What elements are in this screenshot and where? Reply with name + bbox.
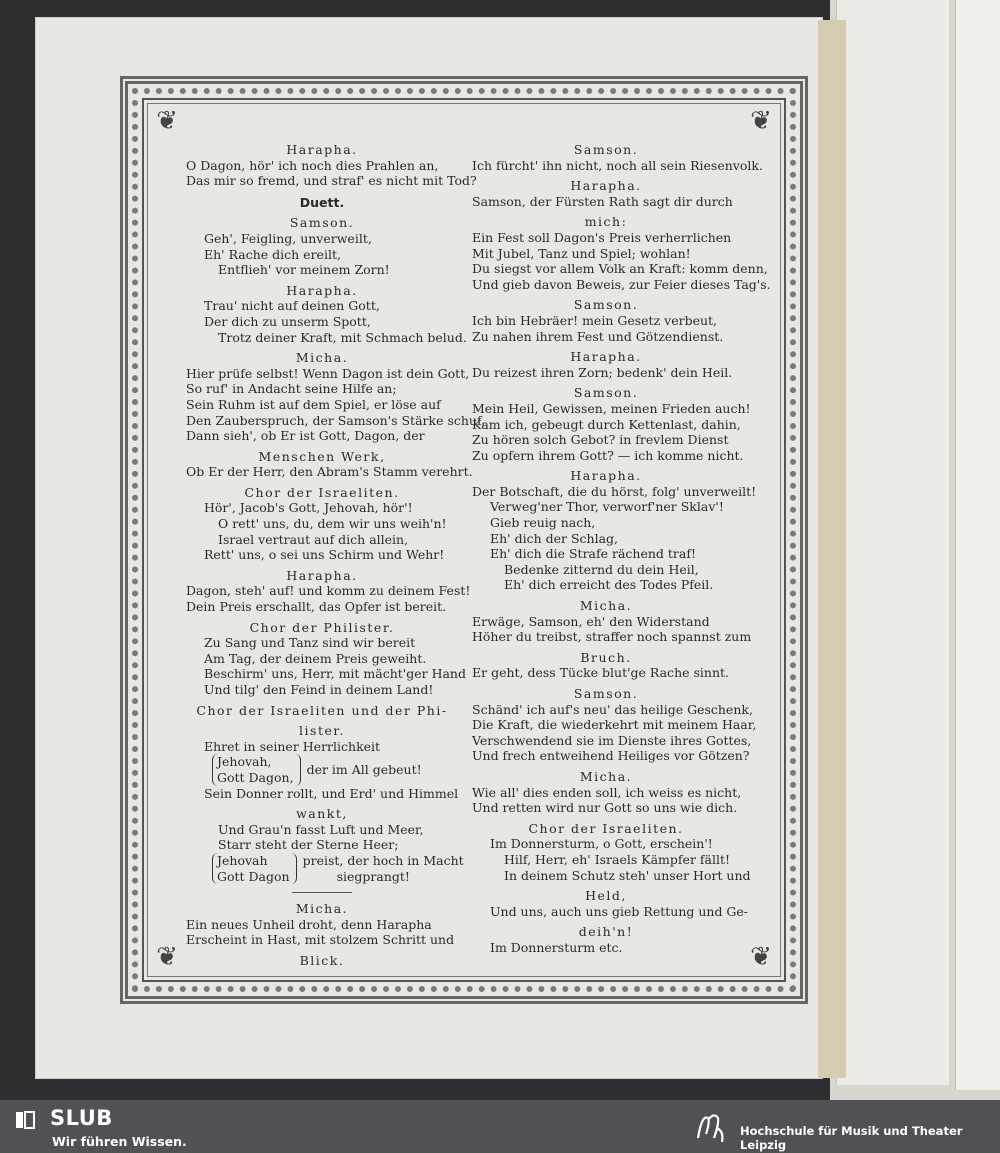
verse-line: Mit Jubel, Tanz und Spiel; wohlan! [472,245,691,261]
verse-line: Erscheint in Hast, mit stolzem Schritt und [186,932,455,948]
right-column [472,142,771,956]
verse-line: Zu nahen ihrem Fest und Götzendienst. [472,328,724,344]
speaker-heading: Samson. [289,215,355,231]
verse-line: Das mir so fremd, und straf' es nicht mit Tod? [186,173,477,189]
slub-book-icon[interactable] [14,1109,36,1131]
partner-name[interactable]: Hochschule für Musik und Theater Leipzig [740,1124,963,1152]
speaker-heading: Harapha. [286,142,358,157]
verse-line: Und uns, auch uns gieb Rettung und Ge- [490,903,749,919]
verse-line: Ich fürcht' ihn nicht, noch all sein Riesenvolk. [472,157,763,173]
verse-line: Bedenke zitternd du dein Heil, [504,561,699,577]
verse-line: So ruf' in Andacht seine Hilfe an; [186,381,397,397]
next-page-edge [836,0,949,1085]
verse-line: Du siegst vor allem Volk an Kraft: komm denn, [472,261,768,277]
verse-line: Beschirm' uns, Herr, mit mächt'ger Hand [204,666,466,682]
bracket-text: der im All gebeut! [306,762,422,778]
verse-line: Im Donnersturm etc. [490,939,623,955]
verse-line: Zu hören solch Gebot? in frevlem Dienst [472,432,729,448]
verse-line: Rett' uns, o sei uns Schirm und Wehr! [204,547,445,563]
speaker-heading: Samson. [573,297,639,313]
verse-line: Samson, der Fürsten Rath sagt dir durch [472,193,733,209]
verse-line: Trau' nicht auf deinen Gott, [204,298,380,314]
speaker-heading: Micha. [579,768,633,784]
speaker-heading: Harapha. [286,567,358,583]
speaker-heading: Chor der Israeliten. [244,484,400,500]
verse-line: Ein neues Unheil droht, denn Harapha [186,916,432,932]
verse-line: Er geht, dess Tücke blut'ge Rache sinnt. [472,665,729,681]
verse-line: Höher du treibst, straffer noch spannst zum [472,629,752,645]
verse-line: Dann sieh', ob Er ist Gott, Dagon, der [186,428,425,444]
speaker-heading: Micha. [295,901,349,917]
verse-line: Und frech entweihend Heiliges vor Götzen? [472,748,750,764]
verse-line: Den Zauberspruch, der Samson's Stärke schuf. [186,412,486,428]
verse-line: Und gieb davon Beweis, zur Feier dieses Tag's. [472,276,771,292]
verse-line: Hör', Jacob's Gott, Jehovah, hör'! [204,500,413,516]
verse-line: Und tilg' den Feind in deinem Land! [204,682,434,697]
section-heading: Duett. [299,194,345,210]
bracket-text: preist, der hoch in Macht [302,852,464,868]
speaker-heading: Samson. [573,142,639,157]
verse-line: Die Kraft, die wiederkehrt mit meinem Haar, [472,717,757,733]
verse-line: Geh', Feigling, unverweilt, [204,230,372,246]
verse-line: Und retten wird nur Gott so uns wie dich. [472,800,738,816]
bracket-name: Jehovah, [217,754,272,770]
speaker-heading: wankt, [296,806,348,822]
speaker-heading: Bruch. [580,649,632,665]
verse-line: Zu opfern ihrem Gott? — ich komme nicht. [472,447,744,463]
speaker-heading: Samson. [573,686,639,701]
speaker-heading: Samson. [573,385,639,401]
speaker-heading: Micha. [579,598,633,614]
verse-line: Sein Ruhm ist auf dem Spiel, er löse auf [186,396,441,412]
verse-line: Starr steht der Sterne Heer; [218,837,399,853]
verse-line: Wie all' dies enden soll, ich weiss es nicht, [472,784,742,800]
verse-line: Ob Er der Herr, den Abram's Stamm verehrt. [186,464,473,480]
verse-line: Dagon, steh' auf! und komm zu deinem Fest! [186,583,471,599]
verse-line: Du reizest ihren Zorn; bedenk' dein Heil. [472,364,733,380]
bracket-name: Jehovah [217,852,268,868]
verse-line: Hier prüfe selbst! Wenn Dagon ist dein Gott, [186,365,470,381]
corner-ornament-icon: ❦ [156,106,178,136]
speaker-heading: Harapha. [570,349,642,365]
verse-line: O Dagon, hör' ich noch dies Prahlen an, [186,157,439,173]
verse-line: Entflieh' vor meinem Zorn! [218,262,390,278]
verse-line: Eh' dich der Schlag, [490,530,618,546]
verse-line: Kam ich, gebeugt durch Kettenlast, dahin, [472,416,741,432]
next-page-edge-2 [955,0,1000,1090]
footer-bar [0,1100,1000,1153]
verse-line: Eh' Rache dich ereilt, [204,246,341,262]
verse-line: Hilf, Herr, eh' Israels Kämpfer fällt! [504,851,731,867]
speaker-heading: Harapha. [286,282,358,298]
verse-line: Eh' dich die Strafe rächend traf! [490,546,696,562]
verse-line: Der dich zu unserm Spott, [204,313,371,329]
bracket-name: Gott Dagon, [217,769,294,785]
verse-line: Am Tag, der deinem Preis geweiht. [204,650,427,666]
speaker-heading: Micha. [295,350,349,366]
verse-line: Sein Donner rollt, und Erd' und Himmel [204,785,459,801]
verse-line: Zu Sang und Tanz sind wir bereit [204,635,416,651]
verse-line: Dein Preis erschallt, das Opfer ist bereit. [186,599,447,615]
verse-line: Im Donnersturm, o Gott, erschein'! [490,836,713,852]
bracket-name: Gott Dagon [217,868,290,884]
verse-line: Schänd' ich auf's neu' das heilige Geschenk, [472,701,753,717]
corner-ornament-icon: ❦ [750,942,772,972]
slub-tagline: Wir führen Wissen. [52,1134,187,1149]
bracket-jehovah-dagon-2 [186,852,464,884]
verse-line: Ein Fest soll Dagon's Preis verherrlichen [472,229,732,245]
speaker-heading: Chor der Israeliten. [528,820,684,836]
section-divider [292,892,352,893]
speaker-heading: mich: [584,214,628,230]
verse-line: Verweg'ner Thor, verworf'ner Sklav'! [490,499,724,515]
speaker-heading: deih'n! [578,924,634,940]
verse-line: Ehret in seiner Herrlichkeit [204,738,381,754]
speaker-heading: Blick. [299,952,345,968]
hmt-logo-icon[interactable] [692,1108,730,1146]
bracket-text: siegprangt! [336,868,410,884]
verse-line: Gieb reuig nach, [490,515,596,531]
corner-ornament-icon: ❦ [750,106,772,136]
speaker-heading: Held, [585,888,627,904]
speaker-heading: Harapha. [570,178,642,194]
bracket-jehovah-dagon-1 [186,754,458,785]
speaker-heading: Chor der Israeliten und der Phi- [196,702,448,718]
verse-line: Und Grau'n fasst Luft und Meer, [218,821,424,837]
slub-brand[interactable]: SLUB [50,1106,113,1130]
speaker-heading: Harapha. [570,468,642,484]
page-edge [818,20,846,1078]
verse-line: Mein Heil, Gewissen, meinen Frieden auch! [472,400,751,416]
verse-line: Israel vertraut auf dich allein, [218,531,409,547]
verse-line: Der Botschaft, die du hörst, folg' unverweilt! [472,483,757,499]
verse-line: O rett' uns, du, dem wir uns weih'n! [218,516,447,532]
corner-ornament-icon: ❦ [156,942,178,972]
speaker-heading: Menschen Werk, [258,448,386,464]
verse-line: Trotz deiner Kraft, mit Schmach belud. [218,329,467,345]
verse-line: Erwäge, Samson, eh' den Widerstand [472,613,710,629]
verse-line: In deinem Schutz steh' unser Hort und [504,867,751,883]
verse-line: Verschwendend sie im Dienste ihres Gottes, [472,732,752,748]
speaker-heading: lister. [299,723,345,739]
left-column [186,142,486,969]
speaker-heading: Chor der Philister. [249,619,395,635]
verse-line: Eh' dich erreicht des Todes Pfeil. [504,577,714,593]
verse-line: Ich bin Hebräer! mein Gesetz verbeut, [472,312,718,328]
